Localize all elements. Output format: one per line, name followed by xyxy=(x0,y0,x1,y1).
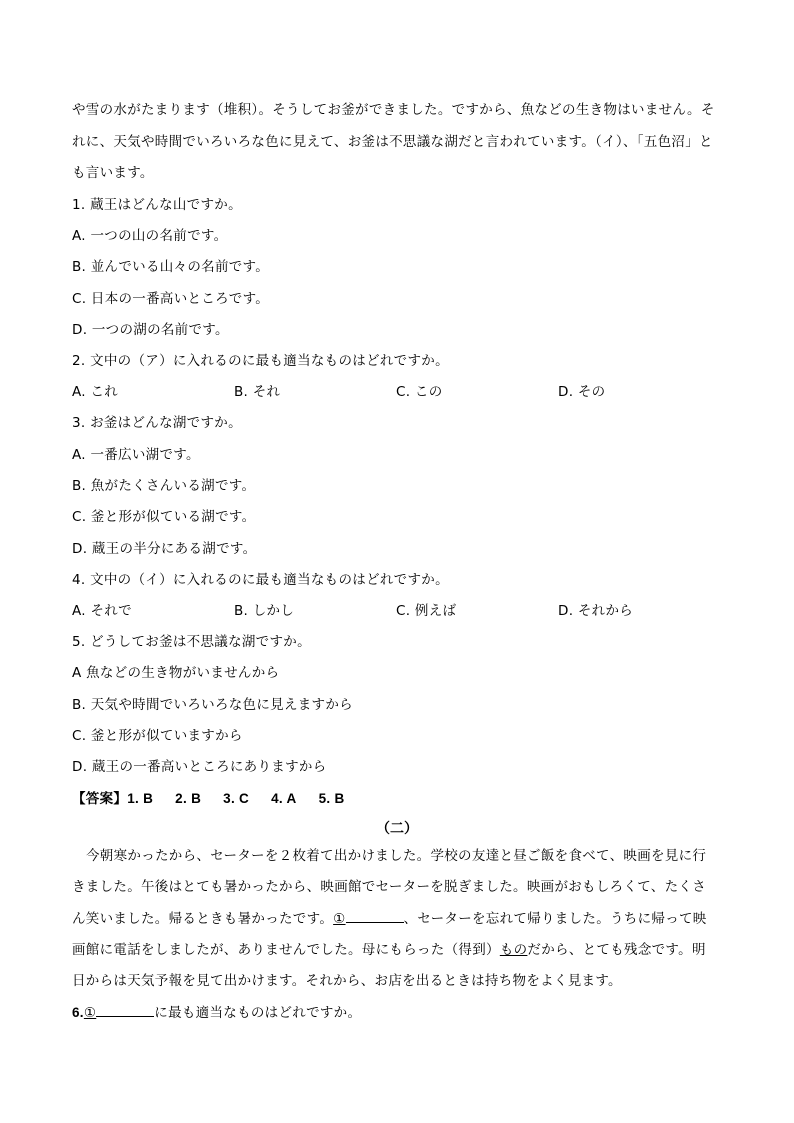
question-text: に最も適当なものはどれですか。 xyxy=(154,1005,362,1021)
passage2-text: 画館に電話をしましたが、ありませんでした。母にもらった（得到） xyxy=(72,942,500,958)
answer-item: 1. B xyxy=(127,791,154,806)
passage2-line: 今朝寒かったから、セーターを２枚着て出かけました。学校の友達と昼ご飯を食べて、映画を見に行 xyxy=(86,848,707,864)
question-4-option-a: A. それで xyxy=(72,603,132,619)
blank-line xyxy=(346,908,404,923)
passage2-text: 、セーターを忘れて帰りました。うちに帰って映 xyxy=(403,911,707,927)
question-4-stem: 4. 文中の（イ）に入れるのに最も適当なものはどれですか。 xyxy=(72,572,449,588)
question-5-option-b: B. 天気や時間でいろいろな色に見えますから xyxy=(72,697,353,713)
passage2-line: きました。午後はとても暑かったから、映画館でセーターを脱ぎました。映画がおもしろくて、たくさ xyxy=(72,879,706,895)
question-1-option-d: D. 一つの湖の名前です。 xyxy=(72,322,229,338)
passage2-line: 日からは天気予報を見て出かけます。それから、お店を出るときは持ち物をよく見ます。 xyxy=(72,973,622,989)
question-2-option-c: C. この xyxy=(396,384,443,400)
blank-line xyxy=(96,1002,154,1017)
section-heading: （二） xyxy=(376,821,418,837)
question-2-option-d: D. その xyxy=(558,384,606,400)
question-1-option-b: B. 並んでいる山々の名前です。 xyxy=(72,259,270,275)
answer-item: 4. A xyxy=(271,791,297,806)
answer-item: 3. C xyxy=(223,791,250,806)
blank-marker: ① xyxy=(333,911,346,927)
question-3-option-d: D. 蔵王の半分にある湖です。 xyxy=(72,541,257,557)
question-5-option-c: C. 釜と形が似ていますから xyxy=(72,728,243,744)
passage2-line xyxy=(72,908,707,929)
question-1-option-a: A. 一つの山の名前です。 xyxy=(72,228,228,244)
question-4-option-b: B. しかし xyxy=(234,603,295,619)
question-3-option-a: A. 一番広い湖です。 xyxy=(72,447,200,463)
question-2-stem: 2. 文中の（ア）に入れるのに最も適当なものはどれですか。 xyxy=(72,353,449,369)
passage1-line: も言います。 xyxy=(72,165,154,181)
answer-label: 【答案】 xyxy=(72,791,128,807)
answer-item: 2. B xyxy=(175,791,202,806)
passage1-line: れに、天気や時間でいろいろな色に見えて、お釜は不思議な湖だと言われています。（イ）、「五色沼」と xyxy=(72,134,713,150)
question-5-option-a: A 魚などの生き物がいませんから xyxy=(72,665,280,681)
question-1-stem: 1. 蔵王はどんな山ですか。 xyxy=(72,197,242,213)
question-2-option-b: B. それ xyxy=(234,384,281,400)
question-1-option-c: C. 日本の一番高いところです。 xyxy=(72,291,270,307)
question-5-stem: 5. どうしてお釜は不思議な湖ですか。 xyxy=(72,634,311,650)
question-2-option-a: A. これ xyxy=(72,384,119,400)
question-3-option-c: C. 釜と形が似ている湖です。 xyxy=(72,509,256,525)
underlined-word: もの xyxy=(499,942,528,958)
passage2-line xyxy=(72,940,706,960)
passage2-text: ん笑いました。帰るときも暑かったです。 xyxy=(72,911,334,927)
passage1-line: や雪の水がたまります（堆积）。そうしてお釜ができました。ですから、魚などの生き物はいません。そ xyxy=(72,102,715,118)
blank-marker: ① xyxy=(83,1005,97,1021)
question-5-option-d: D. 蔵王の一番高いところにありますから xyxy=(72,759,327,775)
question-4-option-d: D. それから xyxy=(558,603,634,619)
answer-item: 5. B xyxy=(318,791,345,806)
question-3-option-b: B. 魚がたくさんいる湖です。 xyxy=(72,478,256,494)
question-number: 6. xyxy=(72,1005,84,1020)
question-6-stem xyxy=(72,1002,361,1023)
passage2-text: だから、とても残念です。明 xyxy=(527,942,706,958)
question-3-stem: 3. お釜はどんな湖ですか。 xyxy=(72,415,242,431)
answer-key xyxy=(72,789,345,809)
question-4-option-c: C. 例えば xyxy=(396,603,457,619)
